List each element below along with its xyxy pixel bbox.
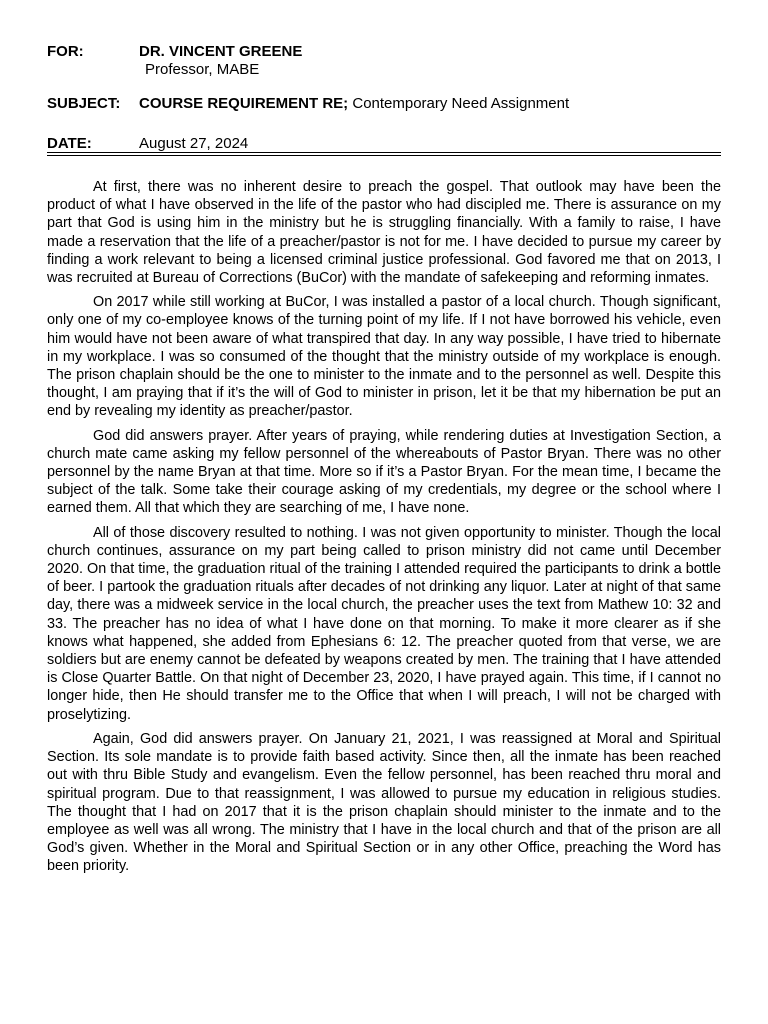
subject-value (139, 95, 569, 113)
for-name (139, 43, 302, 61)
paragraph-5: Again, God did answers prayer. On January 21, 2021, I was reassigned at Moral and Spiritual Section. Its sole mandate is to provide faith based activity. Since then, all the inmate has been reached out with thru Bible Study and evangelism. Even the fellow personnel, has been reached thru moral and spiritual program. Due to that reassignment, I was allowed to pursue my education in religious studies. The thought that I had on 2017 that it is the prison chaplain should minister to the inmate and to the employee as well was all wrong. The ministry that I have in the local church and that of the prison are all God’s given. Whether in the Moral and Spiritual Section or in any other Office, preaching the Word has been priority. (47, 730, 721, 875)
memo-body (47, 178, 721, 882)
paragraph-4: All of those discovery resulted to nothing. I was not given opportunity to minister. Though the local church continues, assurance on my part being called to prison ministry did not came until December 2020. On that time, the graduation ritual of the training I attended required the participants to drink a bottle of beer. I partook the graduation rituals after decades of not drinking any liquor. Later at night of that same day, there was a midweek service in the local church, the preacher uses the text from Mathew 10: 32 and 33. The preacher has no idea of what I have done on that morning. To make it more clearer as if she knows what happened, she added from Ephesians 6: 12. The preacher quoted from that verse, we are soldiers but are enemy cannot be defeated by weapons created by men. The training that I have attended is Close Quarter Battle. On that night of December 23, 2020, I have prayed again. This time, if I cannot no longer hide, then He should transfer me to the Office that when I will preach, I will not be charged with proselytizing. (47, 524, 721, 723)
header-divider-bottom (47, 155, 721, 156)
subject-label: SUBJECT: (47, 95, 121, 112)
paragraph-2: On 2017 while still working at BuCor, I was installed a pastor of a local church. Though significant, only one of my co-employee knows of the turning point of my life. If I not have borrowed his vehicle, even him would have not been aware of what transpired that day. In any way possible, I have tried to hibernate in my workplace. I was so consumed of the thought that the ministry outside of my workplace is enough. The prison chaplain should be the one to minister to the inmate and to the personnel as well. Despite this thought, I am praying that if it’s the will of God to minister in prison, let it be that my hibernation be put an end by revealing my identity as preacher/pastor. (47, 294, 721, 420)
paragraph-3: God did answers prayer. After years of praying, while rendering duties at Investigation Section, a church mate came asking my fellow personnel of the whereabouts of Pastor Bryan. There was no other personnel by the name Bryan at that time. More so if it’s a Pastor Bryan. For the mean time, I became the subject of the talk. Some take their courage asking of my credentials, my degree or the school where I earned them. All that which they are searching of me, I have none. (47, 427, 721, 517)
date-label: DATE: (47, 135, 92, 152)
header-divider-top (47, 152, 721, 153)
paragraph-1: At first, there was no inherent desire to preach the gospel. That outlook may have been the product of what I have observed in the life of the pastor who had discipled me. There is assurance on my part that God is using him in the ministry but he is struggling financially. With a family to raise, I have made a reservation that the life of a preacher/pastor is not for me. I have decided to pursue my career by finding a work relevant to being a licensed criminal justice professional. God favored me that on 2013, I was recruited at Bureau of Corrections (BuCor) with the mandate of safekeeping and reforming inmates. (47, 179, 721, 287)
for-label: FOR: (47, 43, 84, 60)
date-value: August 27, 2024 (139, 135, 249, 152)
recipient-name: DR. VINCENT GREENE (139, 43, 303, 60)
recipient-title: Professor, MABE (145, 61, 260, 78)
subject-rest: Contemporary Need Assignment (348, 95, 570, 112)
subject-bold: COURSE REQUIREMENT RE; (139, 95, 349, 112)
